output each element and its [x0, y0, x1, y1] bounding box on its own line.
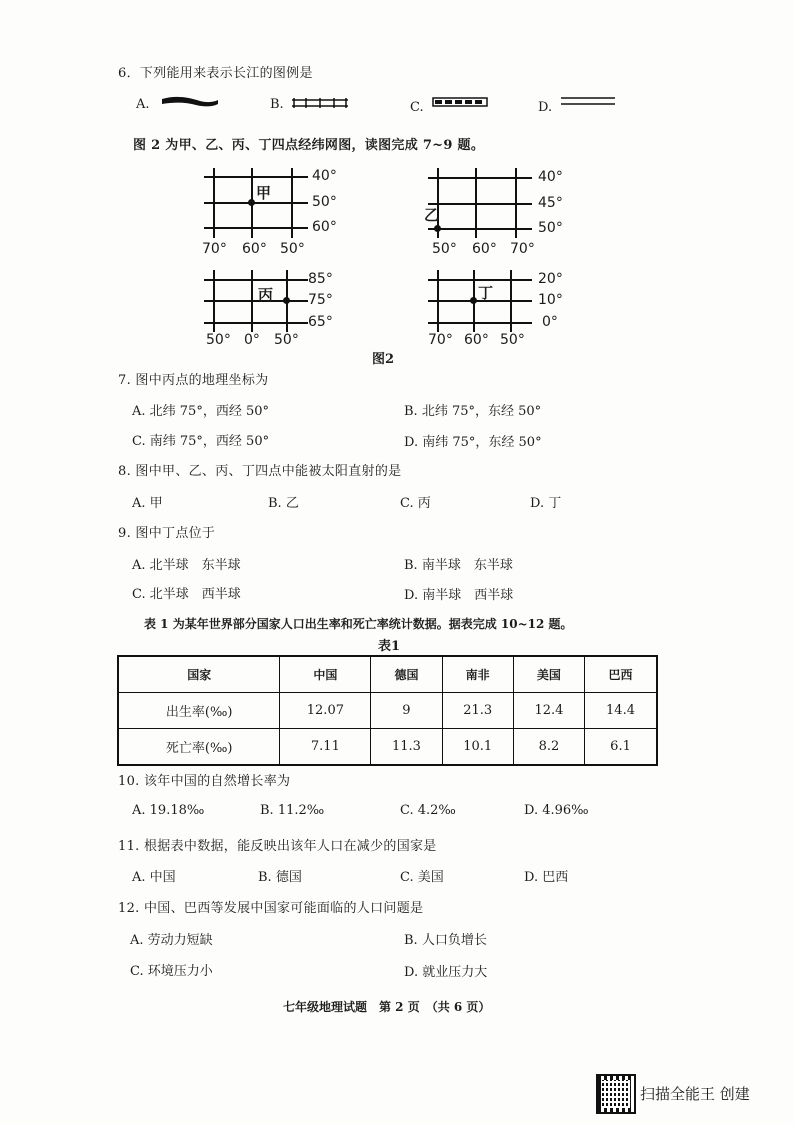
q9-option-d[interactable]: D. 南半球 西半球: [404, 588, 514, 603]
q6-option-a[interactable]: A.: [136, 97, 150, 112]
table-header-cell: 国家: [118, 656, 280, 693]
lon-label: 50°: [206, 332, 231, 348]
point-yi-label: 乙: [424, 206, 440, 224]
q12-option-d[interactable]: D. 就业压力大: [404, 965, 488, 980]
lon-label: 70°: [202, 241, 227, 257]
lon-label: 70°: [428, 332, 453, 348]
point-ding-marker: [470, 297, 477, 304]
q7-option-b[interactable]: B. 北纬 75°，东经 50°: [404, 404, 542, 419]
point-bing-marker: [283, 297, 290, 304]
q8-option-d[interactable]: D. 丁: [530, 496, 562, 511]
q8-option-c[interactable]: C. 丙: [400, 496, 431, 511]
q8-option-b[interactable]: B. 乙: [268, 496, 299, 511]
lon-label: 0°: [244, 332, 260, 348]
q12-option-b[interactable]: B. 人口负增长: [404, 933, 487, 948]
table-header-cell: 德国: [371, 656, 442, 693]
table-row-label: 出生率(‰): [118, 693, 280, 729]
table-header-cell: 南非: [442, 656, 513, 693]
question-12-stem: 12. 中国、巴西等发展中国家可能面临的人口问题是: [118, 901, 424, 916]
question-7-stem: 7. 图中丙点的地理坐标为: [118, 373, 269, 388]
q7-option-d[interactable]: D. 南纬 75°，东经 50°: [404, 435, 542, 450]
table-cell: 12.07: [280, 693, 371, 729]
scanner-watermark: 扫描全能王 创建: [640, 1085, 750, 1103]
q10-option-b[interactable]: B. 11.2‰: [260, 803, 325, 818]
q7-option-a[interactable]: A. 北纬 75°，西经 50°: [132, 404, 270, 419]
table-row-label: 死亡率(‰): [118, 729, 280, 766]
table-row: [118, 729, 657, 766]
q9-option-b[interactable]: B. 南半球 东半球: [404, 558, 513, 573]
table-cell: 11.3: [371, 729, 442, 766]
lat-label: 40°: [538, 169, 563, 185]
q10-option-d[interactable]: D. 4.96‰: [524, 803, 589, 818]
lon-label: 50°: [500, 332, 525, 348]
q9-option-a[interactable]: A. 北半球 东半球: [132, 558, 241, 573]
lat-label: 10°: [538, 292, 563, 308]
figure-intro: 图 2 为甲、乙、丙、丁四点经纬网图，读图完成 7~9 题。: [133, 138, 485, 153]
table-cell: 21.3: [442, 693, 513, 729]
lon-label: 50°: [280, 241, 305, 257]
table-intro: 表 1 为某年世界部分国家人口出生率和死亡率统计数据。据表完成 10~12 题。: [144, 617, 573, 631]
lon-label: 60°: [242, 241, 267, 257]
lon-label: 70°: [510, 241, 535, 257]
question-10-stem: 10. 该年中国的自然增长率为: [118, 774, 291, 789]
lat-label: 60°: [312, 219, 337, 235]
page-footer: 七年级地理试题 第 2 页 （共 6 页）: [283, 1000, 491, 1014]
q8-option-a[interactable]: A. 甲: [132, 496, 163, 511]
table-header-cell: 美国: [513, 656, 584, 693]
road-legend-icon: [560, 94, 616, 108]
lat-label: 45°: [538, 195, 563, 211]
grid-jia: [200, 168, 337, 257]
point-ding-label: 丁: [478, 284, 494, 302]
point-bing-label: 丙: [258, 286, 274, 304]
lon-label: 50°: [274, 332, 299, 348]
q11-option-c[interactable]: C. 美国: [400, 870, 444, 885]
point-yi-marker: [434, 225, 441, 232]
figure-caption: 图2: [372, 352, 395, 367]
boundary-legend-icon: [432, 96, 488, 108]
point-jia-marker: [248, 199, 255, 206]
point-jia-label: 甲: [256, 184, 272, 202]
table-header-cell: 中国: [280, 656, 371, 693]
table-caption: 表1: [378, 639, 401, 654]
lat-label: 20°: [538, 271, 563, 287]
q12-option-a[interactable]: A. 劳动力短缺: [130, 933, 213, 948]
table-cell: 7.11: [280, 729, 371, 766]
lon-label: 60°: [464, 332, 489, 348]
question-9-stem: 9. 图中丁点位于: [118, 526, 216, 541]
q7-option-c[interactable]: C. 南纬 75°，西经 50°: [132, 434, 270, 449]
table-row: [118, 693, 657, 729]
lon-label: 60°: [472, 241, 497, 257]
q11-option-d[interactable]: D. 巴西: [524, 870, 569, 885]
railway-legend-icon: [290, 96, 350, 110]
q6-option-c[interactable]: C.: [410, 100, 424, 115]
q6-option-d[interactable]: D.: [538, 100, 553, 115]
table-cell: 14.4: [585, 693, 657, 729]
table-cell: 8.2: [513, 729, 584, 766]
lat-label: 40°: [312, 168, 337, 184]
lat-label: 75°: [308, 292, 333, 308]
grid-bing: [200, 270, 350, 350]
table-header-cell: 巴西: [585, 656, 657, 693]
qr-code-icon: [596, 1074, 636, 1114]
table-cell: 6.1: [585, 729, 657, 766]
lon-label: 50°: [432, 241, 457, 257]
q10-option-a[interactable]: A. 19.18‰: [132, 803, 205, 818]
table-cell: 12.4: [513, 693, 584, 729]
lat-label: 0°: [542, 314, 558, 330]
question-11-stem: 11. 根据表中数据，能反映出该年人口在减少的国家是: [118, 839, 437, 854]
q12-option-c[interactable]: C. 环境压力小: [130, 964, 213, 979]
q11-option-a[interactable]: A. 中国: [132, 870, 176, 885]
lat-label: 50°: [538, 220, 563, 236]
grid-yi: [424, 168, 574, 257]
q11-option-b[interactable]: B. 德国: [258, 870, 302, 885]
question-6-stem: 6．下列能用来表示长江的图例是: [118, 66, 313, 81]
table-header-row: [118, 656, 657, 693]
lat-label: 85°: [308, 271, 333, 287]
birth-death-rate-table: [117, 655, 658, 766]
question-8-stem: 8. 图中甲、乙、丙、丁四点中能被太阳直射的是: [118, 464, 402, 479]
grid-ding: [424, 270, 574, 350]
table-cell: 9: [371, 693, 442, 729]
lat-label: 65°: [308, 314, 333, 330]
q9-option-c[interactable]: C. 北半球 西半球: [132, 587, 241, 602]
q6-option-b[interactable]: B.: [270, 97, 284, 112]
river-legend-icon: [160, 93, 220, 111]
q10-option-c[interactable]: C. 4.2‰: [400, 803, 456, 818]
table-cell: 10.1: [442, 729, 513, 766]
lat-label: 50°: [312, 194, 337, 210]
